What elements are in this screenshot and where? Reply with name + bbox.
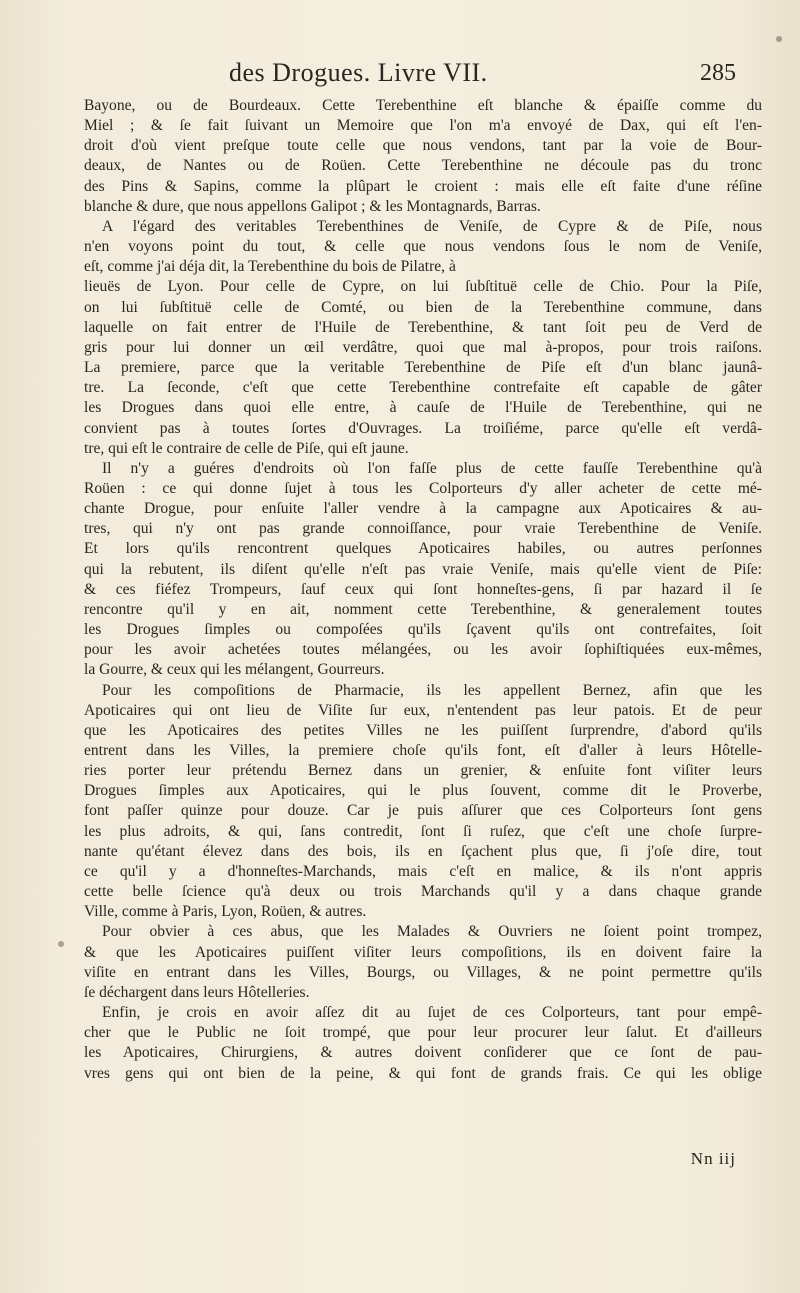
text-line: Roüen : ce qui donne ſujet à tous les Colporteurs d'y aller acheter de cette mé- — [84, 479, 762, 497]
text-line: chante Drogue, pour enſuite l'aller vendre à la campagne aux Apoticaires & au- — [84, 500, 762, 518]
ink-speck — [776, 36, 782, 42]
text-line: les Drogues ſimples ou compoſées qu'ils ſçavent qu'ils ont contrefaites, ſoit — [84, 621, 762, 639]
text-line: & que les Apoticaires puiſſent viſiter leurs compoſitions, ils en doivent faire la — [84, 943, 762, 961]
text-line: pour les avoir achetées toutes mélangées, ou les avoir ſophiſtiquées eux-mêmes, — [84, 641, 762, 659]
text-line: ce qu'il y a d'honneſtes-Marchands, mais c'eſt en malice, & ils n'ont appris — [84, 862, 762, 880]
text-line: laquelle on fait entrer de l'Huile de Terebenthine, & tant ſoit peu de Verd de — [84, 318, 762, 336]
text-line: Et lors qu'ils rencontrent quelques Apoticaires habiles, ou autres perſonnes — [84, 540, 762, 558]
text-line: cher que le Public ne ſoit trompé, que pour leur procurer leur ſalut. Et d'ailleurs — [84, 1024, 762, 1042]
running-title: des Drogues. Livre VII. — [229, 58, 488, 87]
text-line: les Apoticaires, Chirurgiens, & autres doivent conſiderer que ce ſont de pau- — [84, 1044, 762, 1062]
text-line: Pour les compoſitions de Pharmacie, ils les appellent Bernez, afin que les — [102, 681, 762, 699]
text-line: vres gens qui ont bien de la peine, & qui font de grands frais. Ce qui les oblige — [84, 1064, 762, 1082]
text-line: la Gourre, & ceux qui les mélangent, Gourreurs. — [84, 661, 385, 679]
text-line: Miel ; & ſe fait ſuivant un Memoire que l'on m'a envoyé de Dax, qui eſt l'en- — [84, 117, 762, 135]
text-line: A l'égard des veritables Terebenthines de Veniſe, de Cypre & de Piſe, nous — [102, 217, 762, 235]
text-line: Bayone, ou de Bourdeaux. Cette Terebenthine eſt blanche & épaiſſe comme du — [84, 97, 762, 114]
text-line: on lui ſubſtituë celle de Comté, ou bien de la Terebenthine commune, dans — [84, 298, 762, 316]
text-line: que les Apoticaires des petites Villes ne les puiſſent ſurprendre, d'abord qu'ils — [84, 721, 762, 739]
text-line: tre. La ſeconde, c'eſt que cette Terebenthine contrefaite eſt capable de gâter — [84, 379, 762, 397]
text-line: nante qu'étant élevez dans des bois, ils en ſçachent plus que, ſi j'oſe dire, tout — [84, 842, 762, 860]
text-line: les plus adroits, & qui, ſans contredit, ſont ſi ruſez, que c'eſt une choſe ſurpre- — [84, 822, 762, 840]
text-line: Il n'y a guéres d'endroits où l'on faſſe plus de cette fauſſe Terebenthine qu'à — [102, 459, 762, 477]
text-line: ſe déchargent dans leurs Hôtelleries. — [84, 983, 310, 1001]
text-line: blanche & dure, que nous appellons Galipot ; & les Montagnards, Barras. — [84, 197, 541, 215]
text-line: entrent dans les Villes, la premiere choſe qu'ils font, eſt d'aller à leurs Hôtelle- — [84, 742, 762, 759]
text-line: eſt, comme j'ai déja dit, la Terebenthine du bois de Pilatre, à — [84, 258, 456, 276]
text-line: tres, qui n'y ont pas grande connoiſſance, pour vraie Terebenthine de Veniſe. — [84, 520, 762, 538]
text-line: ries porter leur prétendu Bernez dans un grenier, & enſuite font viſiter leurs — [84, 762, 762, 780]
text-line: Pour obvier à ces abus, que les Malades & Ouvriers ne ſoient point trompez, — [102, 923, 762, 941]
text-line: les Drogues dans quoi elle entre, à cauſe de l'Huile de Terebenthine, qui ne — [84, 399, 762, 417]
body-text — [84, 96, 762, 1084]
text-line: tre, qui eſt le contraire de celle de Piſe, qui eſt jaune. — [84, 439, 409, 457]
text-line: gris pour lui donner un œil verdâtre, quoi que mal à-propos, pour trois raiſons. — [84, 338, 762, 356]
text-line: Ville, comme à Paris, Lyon, Roüen, & autres. — [84, 903, 367, 921]
page-header — [84, 58, 760, 94]
text-line: deaux, de Nantes ou de Roüen. Cette Terebenthine ne découle pas du tronc — [84, 157, 762, 175]
ink-speck — [58, 941, 64, 947]
text-line: rencontre qu'il y en ait, nomment cette Terebenthine, & generalement toutes — [84, 600, 762, 618]
text-line: des Pins & Sapins, comme la plûpart le croient : mais elle eſt faite d'une réſine — [84, 177, 762, 195]
text-line: lieuës de Lyon. Pour celle de Cypre, on lui ſubſtituë celle de Chio. Pour la Piſe, — [84, 278, 762, 296]
text-line: La premiere, parce que la veritable Terebenthine de Piſe eſt d'un blanc jaunâ- — [84, 359, 762, 377]
text-line: qui la rebutent, ils diſent qu'elle n'eſt pas vraie Veniſe, mais qu'elle vient de Piſe: — [84, 560, 762, 578]
text-line: convient pas à toutes ſortes d'Ouvrages. La troiſiéme, parce qu'elle eſt verdâ- — [84, 419, 762, 437]
page-number: 285 — [700, 60, 736, 86]
text-line: Enfin, je crois en avoir aſſez dit au ſujet de ces Colporteurs, tant pour empê- — [102, 1004, 762, 1022]
text-line: cette belle ſcience qu'à deux ou trois Marchands qu'il y a dans chaque grande — [84, 883, 762, 901]
text-line: Drogues ſimples aux Apoticaires, qui le plus ſouvent, comme dit le Proverbe, — [84, 782, 762, 800]
text-line: Apoticaires qui ont lieu de Viſite ſur eux, n'entendent pas leur patois. Et de peur — [84, 701, 762, 719]
text-line: viſite en entrant dans les Villes, Bourgs, ou Villages, & ne point permettre qu'ils — [84, 963, 762, 981]
text-line: font paſſer quinze pour douze. Car je puis aſſurer que ces Colporteurs ſont gens — [84, 802, 762, 820]
text-line: n'en voyons point du tout, & celle que nous vendons ſous le nom de Veniſe, — [84, 238, 762, 256]
signature-mark: Nn iij — [690, 1149, 736, 1168]
text-line: droit d'où vient preſque toute celle que nous vendons, tant par la voie de Bour- — [84, 137, 762, 155]
text-line: & ces fiéfez Trompeurs, ſauf ceux qui ſont honneſtes-gens, ſi par hazard il ſe — [84, 580, 762, 598]
